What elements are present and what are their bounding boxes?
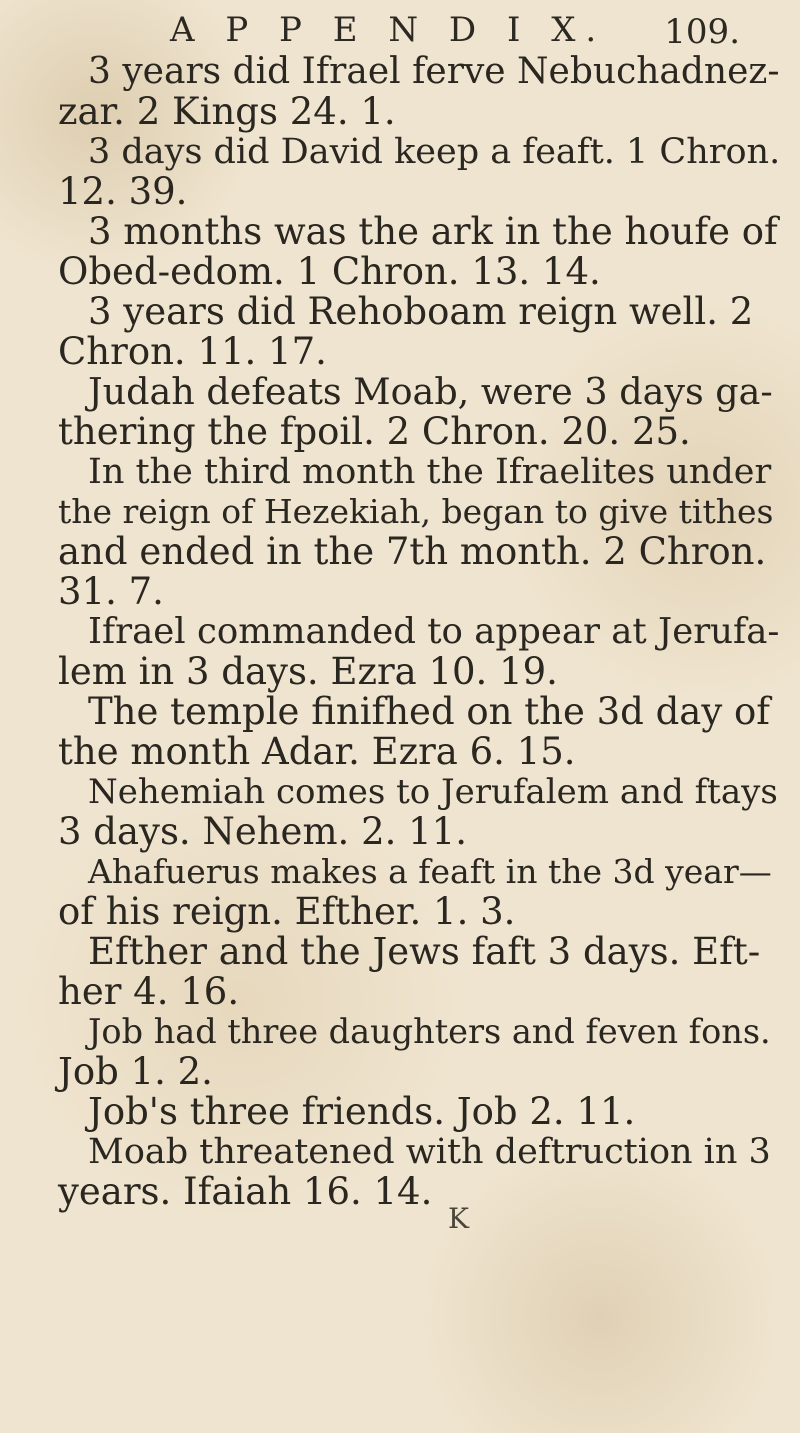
text-line: and ended in the 7th month. 2 Chron. xyxy=(58,530,767,573)
text-line: Job 1. 2. xyxy=(58,1050,213,1093)
text-line: Chron. 11. 17. xyxy=(58,330,327,373)
text-line: Judah defeats Moab, were 3 days ga- xyxy=(88,370,773,413)
text-line: her 4. 16. xyxy=(58,970,240,1013)
text-line: 12. 39. xyxy=(58,170,188,213)
text-line: 31. 7. xyxy=(58,570,164,613)
text-line: In the third month the Ifraelites under xyxy=(88,452,772,492)
text-line: zar. 2 Kings 24. 1. xyxy=(58,90,396,133)
text-line: 3 days. Nehem. 2. 11. xyxy=(58,810,467,853)
page-header xyxy=(150,4,770,54)
text-line: thering the fpoil. 2 Chron. 20. 25. xyxy=(58,410,691,453)
page-number: 109. xyxy=(664,12,740,52)
text-line: Obed-edom. 1 Chron. 13. 14. xyxy=(58,250,601,293)
text-line: Ifrael commanded to appear at Jerufa- xyxy=(88,611,780,652)
text-line: Moab threatened with deftruction in 3 xyxy=(88,1132,771,1172)
text-line: Efther and the Jews faft 3 days. Eft- xyxy=(88,930,761,973)
text-line: the month Adar. Ezra 6. 15. xyxy=(58,730,576,773)
text-line: The temple finifhed on the 3d day of xyxy=(88,690,770,733)
running-head: A P P E N D I X. xyxy=(170,10,607,50)
text-line: 3 years did Rehoboam reign well. 2 xyxy=(88,290,754,333)
text-line: Nehemiah comes to Jerufalem and ftays xyxy=(88,772,778,812)
text-line: Ahafuerus makes a feaft in the 3d year— xyxy=(88,852,772,891)
text-line: 3 years did Ifrael ferve Nebuchadnez- xyxy=(88,51,780,92)
text-line: 3 days did David keep a feaft. 1 Chron. xyxy=(88,132,781,172)
text-line: Job had three daughters and feven fons. xyxy=(88,1012,771,1051)
text-line: lem in 3 days. Ezra 10. 19. xyxy=(58,650,558,693)
text-line: of his reign. Efther. 1. 3. xyxy=(58,890,516,933)
text-line: Job's three friends. Job 2. 11. xyxy=(88,1090,636,1133)
signature-mark: K xyxy=(448,1202,469,1235)
text-line: years. Ifaiah 16. 14. xyxy=(58,1170,433,1213)
text-line: the reign of Hezekiah, began to give tithes xyxy=(58,492,774,531)
text-line: 3 months was the ark in the houfe of xyxy=(88,210,778,253)
